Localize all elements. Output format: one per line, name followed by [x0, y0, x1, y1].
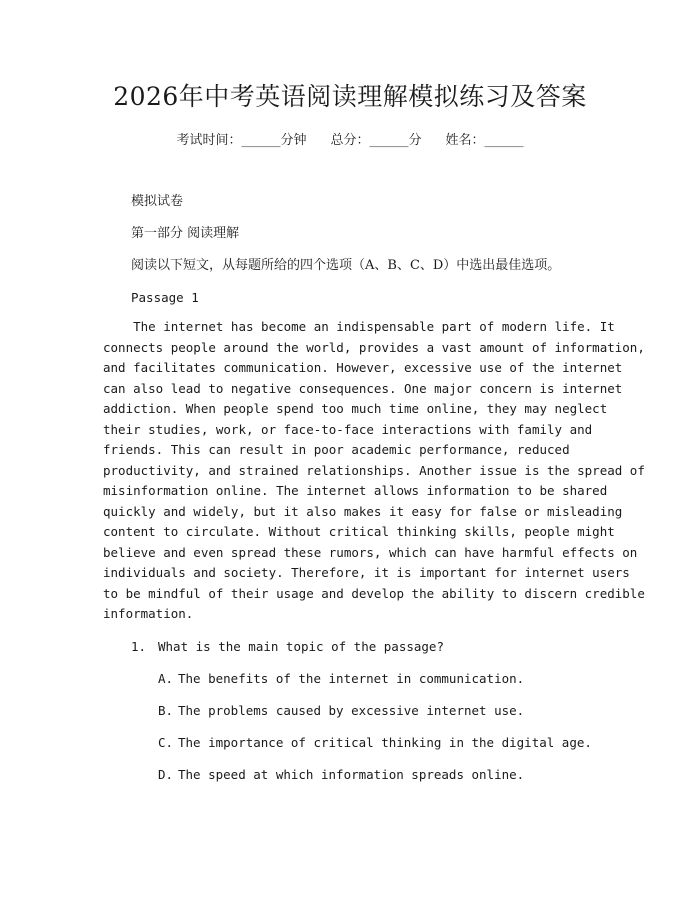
question-number: 1.: [131, 639, 147, 654]
passage-line: to be mindful of their usage and develop the ability to discern credible: [103, 585, 645, 601]
option-a[interactable]: [158, 669, 524, 689]
option-letter: B.: [158, 703, 174, 718]
passage-line: content to circulate. Without critical thinking skills, people might: [103, 524, 615, 539]
part-heading: 第一部分 阅读理解: [131, 226, 240, 241]
passage-line: productivity, and strained relationships. Another issue is the spread of: [103, 462, 645, 478]
option-d[interactable]: [158, 765, 524, 785]
option-c[interactable]: [158, 733, 592, 753]
passage-line: misinformation online. The internet allows information to be shared: [103, 483, 608, 498]
total-score-field: 总分：______分: [330, 133, 422, 148]
student-name-field: 姓名：______: [445, 133, 524, 148]
passage-line: can also lead to negative consequences. One major concern is internet: [103, 380, 623, 396]
exam-time-field: 考试时间：______分钟: [176, 133, 307, 148]
passage-line: their studies, work, or face-to-face interactions with family and: [103, 421, 593, 437]
option-letter: C.: [158, 735, 174, 750]
passage-line: connects people around the world, provides a vast amount of information,: [103, 339, 645, 355]
passage-line: The internet has become an indispensable part of modern life. It: [103, 319, 615, 334]
option-b[interactable]: [158, 701, 524, 721]
instruction-text: 阅读以下短文，从每题所给的四个选项（A、B、C、D）中选出最佳选项。: [131, 258, 561, 273]
option-text: The speed at which information spreads online.: [178, 767, 525, 782]
passage-label: Passage 1: [131, 290, 199, 305]
passage-line: and facilitates communication. However, excessive use of the internet: [103, 360, 623, 375]
question-1: [131, 637, 444, 657]
passage-body: [103, 317, 645, 625]
option-text: The importance of critical thinking in the digital age.: [178, 735, 592, 750]
document-title: 2026年中考英语阅读理解模拟练习及答案: [113, 82, 587, 111]
passage-line: individuals and society. Therefore, it is important for internet users: [103, 565, 630, 580]
passage-line: addiction. When people spend too much time online, they may neglect: [103, 401, 608, 416]
option-letter: A.: [158, 671, 174, 686]
exam-meta: [0, 131, 700, 151]
option-text: The benefits of the internet in communication.: [178, 671, 525, 686]
question-text: What is the main topic of the passage?: [158, 639, 444, 654]
passage-line: quickly and widely, but it also makes it easy for false or misleading: [103, 503, 623, 519]
option-letter: D.: [158, 767, 174, 782]
paper-label: 模拟试卷: [131, 194, 184, 209]
passage-line: information.: [103, 606, 194, 621]
option-text: The problems caused by excessive internet use.: [178, 703, 525, 718]
passage-line: believe and even spread these rumors, which can have harmful effects on: [103, 544, 638, 560]
passage-line: friends. This can result in poor academic performance, reduced: [103, 442, 570, 457]
